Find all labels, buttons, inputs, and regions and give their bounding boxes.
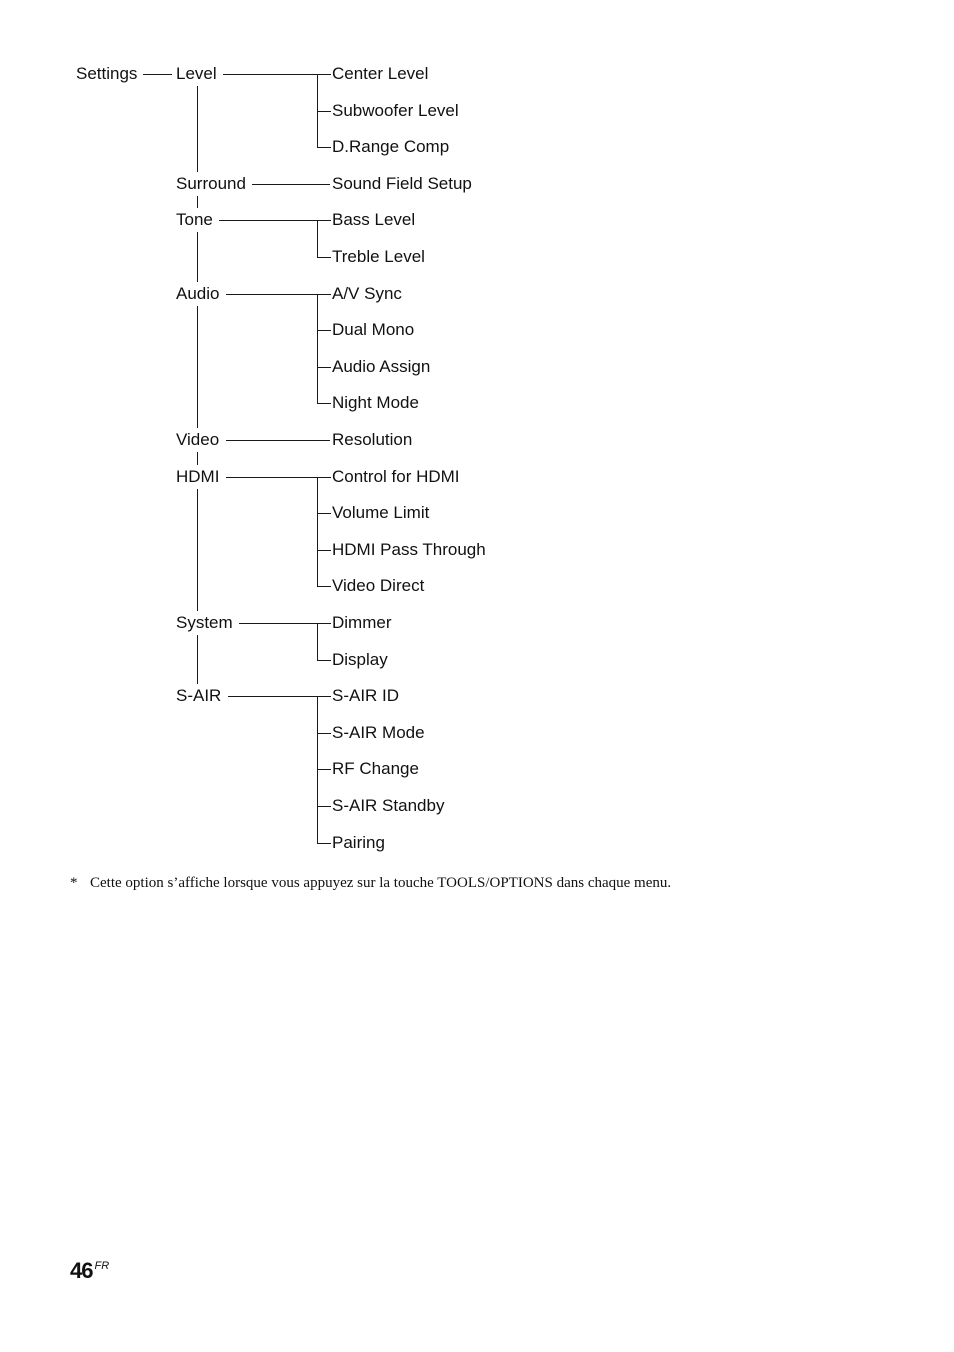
menu-item-label: Dimmer bbox=[332, 613, 392, 632]
menu-item-label: S-AIR Standby bbox=[332, 796, 445, 815]
category-label: Audio bbox=[176, 283, 220, 303]
root-connector-line bbox=[143, 74, 172, 75]
category-label: HDMI bbox=[176, 466, 220, 486]
footnote-marker: * bbox=[70, 875, 78, 891]
menu-item-label: Night Mode bbox=[332, 393, 419, 413]
item-tick-line bbox=[317, 623, 331, 624]
item-bracket-line bbox=[317, 477, 318, 588]
category-trunk-line bbox=[197, 232, 198, 281]
menu-item-label: Subwoofer Level bbox=[332, 100, 459, 120]
item-tick-line bbox=[317, 477, 331, 478]
item-tick-line bbox=[317, 660, 331, 661]
category-connector-line bbox=[226, 477, 317, 478]
item-tick-line bbox=[317, 147, 331, 148]
tree-root-label: Settings bbox=[76, 64, 138, 83]
category-connector-line bbox=[252, 184, 330, 185]
item-tick-line bbox=[317, 550, 331, 551]
menu-item-label: Display bbox=[332, 649, 388, 669]
category-trunk-line bbox=[197, 452, 198, 465]
menu-item-label: Video Direct bbox=[332, 576, 425, 596]
category-label: Video bbox=[176, 430, 220, 449]
category-connector-line bbox=[228, 696, 317, 697]
menu-item-label: Audio Assign bbox=[332, 356, 431, 376]
page-number-value: 46 bbox=[70, 1258, 93, 1283]
item-bracket-line bbox=[317, 623, 318, 661]
category-connector-line bbox=[226, 440, 330, 441]
category-trunk-line bbox=[197, 489, 198, 611]
item-tick-line bbox=[317, 74, 331, 75]
menu-item-label: Volume Limit bbox=[332, 503, 430, 523]
category-label: Level bbox=[176, 64, 217, 83]
menu-item-label: Sound Field Setup bbox=[332, 173, 472, 193]
item-tick-line bbox=[317, 367, 331, 368]
item-bracket-line bbox=[317, 220, 318, 258]
item-tick-line bbox=[317, 330, 331, 331]
item-tick-line bbox=[317, 294, 331, 295]
menu-item-label: Control for HDMI bbox=[332, 466, 460, 486]
category-trunk-line bbox=[197, 635, 198, 684]
footnote-text: Cette option s’affiche lorsque vous appuyez sur la touche TOOLS/OPTIONS dans chaque menu. bbox=[90, 875, 672, 891]
item-bracket-line bbox=[317, 696, 318, 843]
item-tick-line bbox=[317, 769, 331, 770]
menu-item-label: Pairing bbox=[332, 832, 385, 852]
item-tick-line bbox=[317, 403, 331, 404]
item-bracket-line bbox=[317, 294, 318, 405]
menu-item-label: Treble Level bbox=[332, 247, 425, 266]
menu-item-label: Center Level bbox=[332, 64, 429, 83]
item-tick-line bbox=[317, 586, 331, 587]
menu-item-label: HDMI Pass Through bbox=[332, 539, 486, 559]
item-tick-line bbox=[317, 733, 331, 734]
menu-item-label: S-AIR ID bbox=[332, 686, 400, 706]
category-trunk-line bbox=[197, 196, 198, 209]
category-connector-line bbox=[239, 623, 317, 624]
item-tick-line bbox=[317, 513, 331, 514]
item-tick-line bbox=[317, 220, 331, 221]
page-language-suffix: FR bbox=[94, 1260, 110, 1272]
category-connector-line bbox=[226, 294, 317, 295]
menu-item-label: Bass Level bbox=[332, 210, 416, 230]
category-label: S-AIR bbox=[176, 686, 222, 706]
category-label: System bbox=[176, 613, 233, 632]
item-tick-line bbox=[317, 806, 331, 807]
category-connector-line bbox=[219, 220, 317, 221]
category-label: Tone bbox=[176, 210, 213, 230]
menu-item-label: S-AIR Mode bbox=[332, 722, 425, 742]
page-number bbox=[70, 1258, 109, 1284]
item-tick-line bbox=[317, 111, 331, 112]
item-tick-line bbox=[317, 696, 331, 697]
item-tick-line bbox=[317, 843, 331, 844]
item-tick-line bbox=[317, 257, 331, 258]
category-trunk-line bbox=[197, 306, 198, 428]
menu-item-label: Resolution bbox=[332, 430, 413, 449]
menu-item-label: A/V Sync bbox=[332, 283, 402, 303]
category-trunk-line bbox=[197, 86, 198, 172]
item-bracket-line bbox=[317, 74, 318, 148]
category-label: Surround bbox=[176, 173, 246, 193]
menu-item-label: Dual Mono bbox=[332, 320, 415, 340]
footnote bbox=[70, 874, 890, 892]
menu-item-label: RF Change bbox=[332, 759, 419, 779]
category-connector-line bbox=[223, 74, 317, 75]
menu-item-label: D.Range Comp bbox=[332, 137, 450, 157]
